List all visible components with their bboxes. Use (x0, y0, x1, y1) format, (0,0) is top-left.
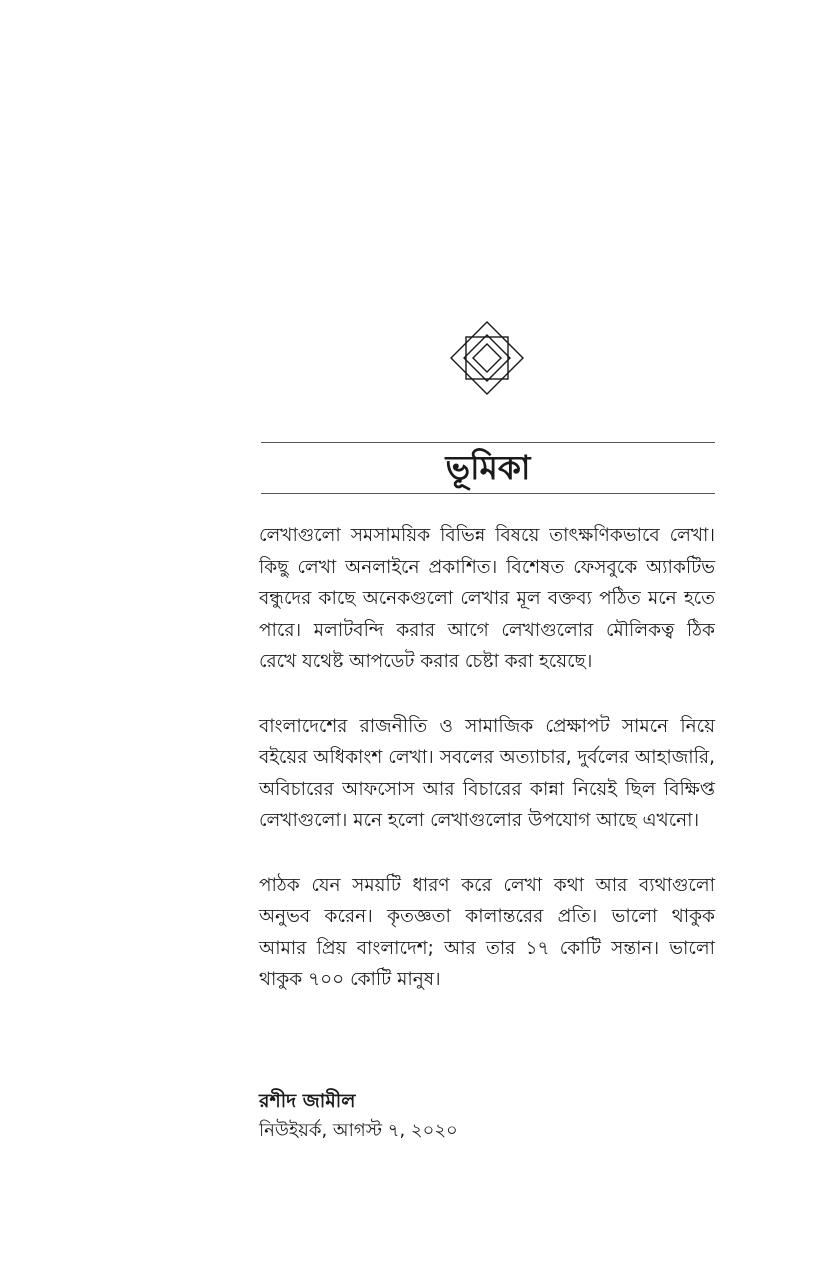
preface-paragraph-2: বাংলাদেশের রাজনীতি ও সামাজিক প্রেক্ষাপট সামনে নিয়ে বইয়ের অধিকাংশ লেখা। সবলের অত্যাচার, দুর্বলের আহাজারি, অবিচারের আফসোস আর বিচারের কান্না নিয়েই ছিল বিক্ষিপ্ত লেখাগুলো। মনে হলো লেখাগুলোর উপযোগ আছে এখনো। (259, 715, 715, 831)
preface-paragraph-3: পাঠক যেন সময়টি ধারণ করে লেখা কথা আর ব্যথাগুলো অনুভব করেন। কৃতজ্ঞতা কালান্তরের প্রতি। ভালো থাকুক আমার প্রিয় বাংলাদেশ; আর তার ১৭ কোটি সন্তান। ভালো থাকুক ৭০০ কোটি মানুষ। (259, 874, 715, 990)
preface-paragraph-1: লেখাগুলো সমসাময়িক বিভিন্ন বিষয়ে তাৎক্ষণিকভাবে লেখা। কিছু লেখা অনলাইনে প্রকাশিত। বিশেষত ফেসবুকে অ্যাকটিভ বন্ধুদের কাছে অনেকগুলো লেখার মূল বক্তব্য পঠিত মনে হতে পারে। মলাটবন্দি করার আগে লেখাগুলোর মৌলিকত্ব ঠিক রেখে যথেষ্ট আপডেট করার চেষ্টা করা হয়েছে। (259, 525, 715, 672)
place-date: নিউইয়র্ক, আগস্ট ৭, ২০২০ (259, 1120, 458, 1141)
author-name: রশীদ জামীল (259, 1090, 356, 1112)
nested-diamond-ornament-icon (447, 318, 527, 398)
title-top-rule (261, 442, 715, 443)
preface-body (259, 520, 715, 1029)
title-bottom-rule (261, 493, 715, 494)
page-title: ভূমিকা (445, 448, 531, 487)
signature-block (259, 1086, 715, 1146)
